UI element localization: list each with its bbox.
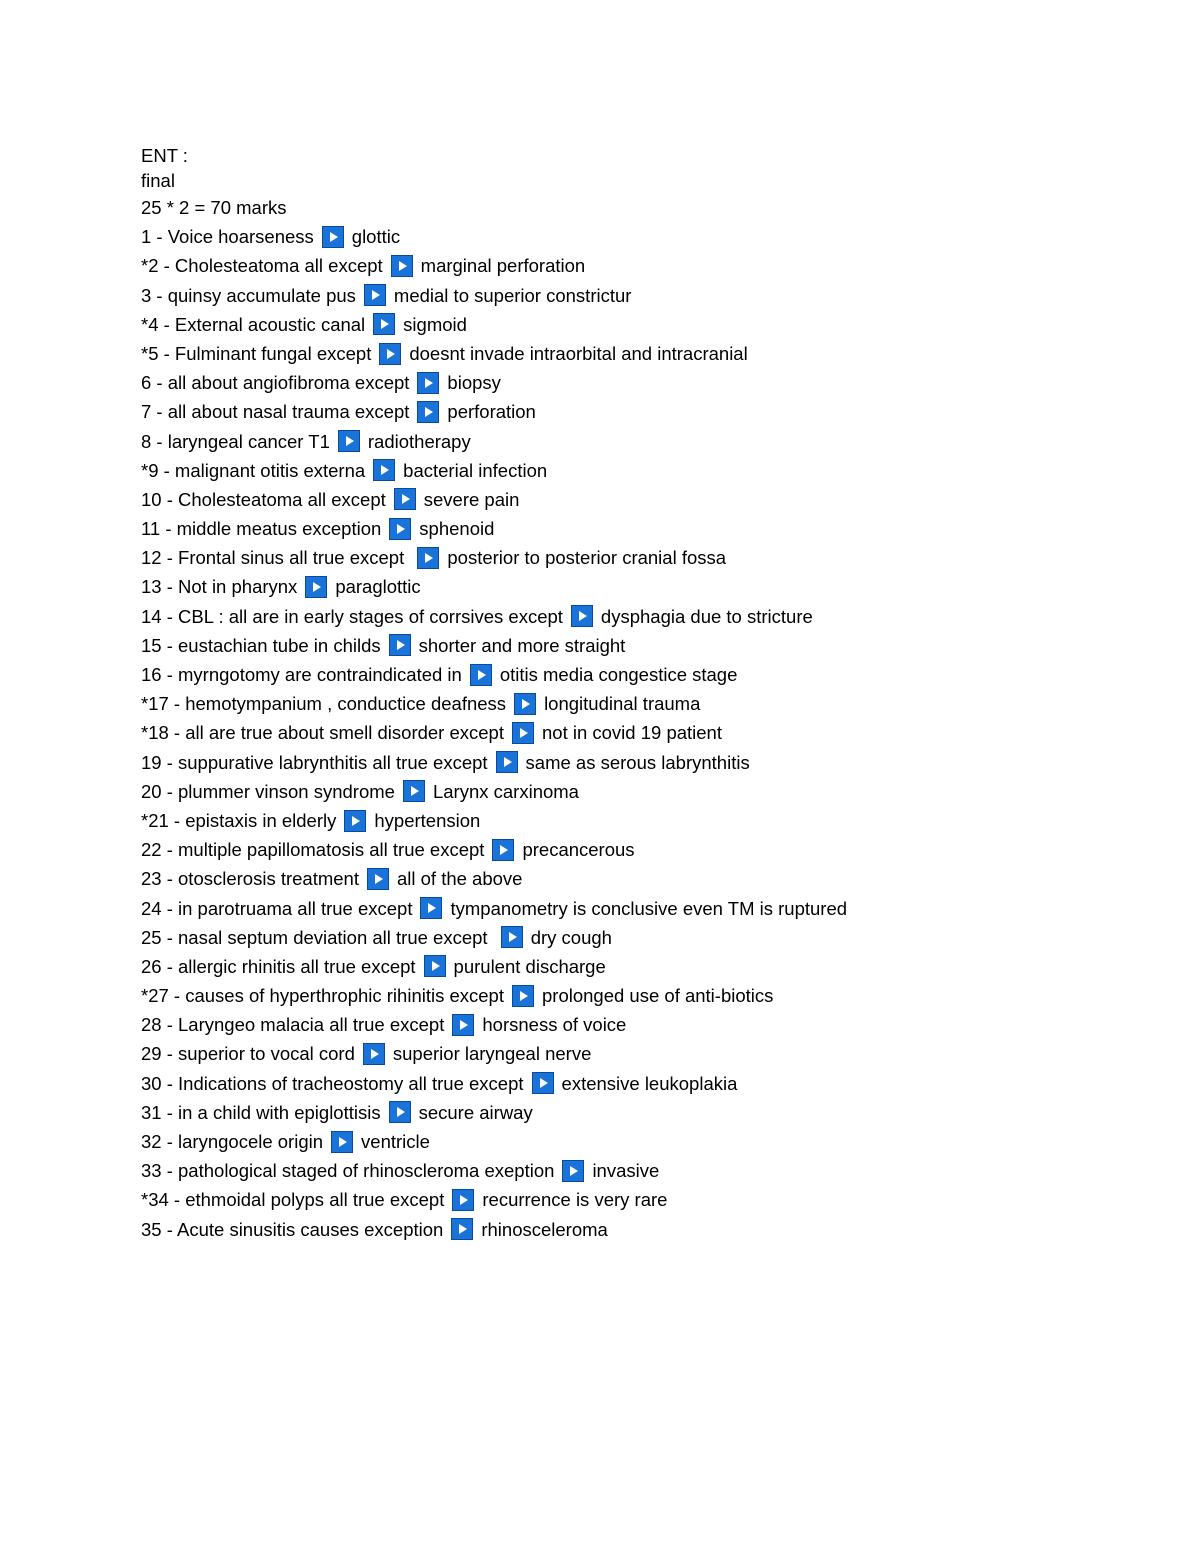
question-row [141, 1069, 1141, 1098]
question-text: *5 - Fulminant fungal except [141, 342, 372, 364]
question-row [141, 718, 1141, 747]
play-arrow-icon [363, 1043, 385, 1065]
play-arrow-icon [338, 430, 360, 452]
play-arrow-icon [512, 722, 534, 744]
question-row [141, 1127, 1141, 1156]
answer-text: Larynx carxinoma [432, 780, 579, 802]
play-arrow-icon [364, 284, 386, 306]
answer-text: medial to superior constrictur [393, 284, 632, 306]
answer-text: extensive leukoplakia [561, 1072, 738, 1094]
question-text: *21 - epistaxis in elderly [141, 809, 337, 831]
answer-text: posterior to posterior cranial fossa [447, 547, 727, 569]
question-text: 35 - Acute sinusitis causes exception [141, 1218, 444, 1240]
question-row [141, 572, 1141, 601]
answer-text: severe pain [423, 488, 520, 510]
question-row [141, 864, 1141, 893]
answer-text: glottic [351, 226, 401, 248]
play-arrow-icon [331, 1131, 353, 1153]
play-arrow-icon [501, 926, 523, 948]
question-row [141, 835, 1141, 864]
question-row [141, 981, 1141, 1010]
play-arrow-icon [512, 985, 534, 1007]
play-arrow-icon [305, 576, 327, 598]
question-text: *9 - malignant otitis externa [141, 459, 366, 481]
answer-text: dry cough [530, 926, 612, 948]
play-arrow-icon [417, 401, 439, 423]
answer-text: horsness of voice [482, 1014, 627, 1036]
question-text: 16 - myrngotomy are contraindicated in [141, 664, 462, 685]
answer-text: recurrence is very rare [482, 1189, 668, 1211]
answer-text: rhinosceleroma [481, 1218, 608, 1240]
question-text: 26 - allergic rhinitis all true except [141, 955, 416, 977]
answer-text: bacterial infection [403, 459, 548, 481]
play-arrow-icon [452, 1189, 474, 1211]
question-text: 7 - all about nasal trauma except [141, 401, 410, 423]
answer-text: paraglottic [335, 576, 421, 598]
question-text: *17 - hemotympanium , conductice deafness [141, 693, 507, 715]
answer-text: hypertension [374, 809, 481, 831]
play-arrow-icon [344, 810, 366, 832]
answer-text: dysphagia due to stricture [600, 605, 813, 627]
document-subtitle: final [141, 170, 175, 191]
question-text: 3 - quinsy accumulate pus [141, 284, 356, 306]
play-arrow-icon [373, 459, 395, 481]
question-text: 32 - laryngocele origin [141, 1131, 324, 1152]
question-text: *4 - External acoustic canal [141, 313, 366, 335]
play-arrow-icon [532, 1072, 554, 1094]
question-row [141, 222, 1141, 251]
question-text: 20 - plummer vinson syndrome [141, 780, 395, 802]
question-row [141, 456, 1141, 485]
play-arrow-icon [322, 226, 344, 248]
question-row [141, 1010, 1141, 1039]
answer-text: all of the above [396, 868, 523, 890]
play-arrow-icon [391, 255, 413, 277]
play-arrow-icon [367, 868, 389, 890]
question-text: 31 - in a child with epiglottisis [141, 1101, 381, 1123]
answer-text: same as serous labrynthitis [525, 751, 750, 773]
question-text: 23 - otosclerosis treatment [141, 868, 359, 890]
play-arrow-icon [451, 1218, 473, 1240]
play-arrow-icon [424, 955, 446, 977]
question-row [141, 1098, 1141, 1127]
play-arrow-icon [417, 547, 439, 569]
question-text: 15 - eustachian tube in childs [141, 634, 381, 656]
play-arrow-icon [373, 313, 395, 335]
answer-text: perforation [447, 401, 536, 423]
question-row [141, 923, 1141, 952]
question-row [141, 514, 1141, 543]
question-text: 28 - Laryngeo malacia all true except [141, 1014, 445, 1036]
question-row [141, 602, 1141, 631]
play-arrow-icon [514, 693, 536, 715]
question-row [141, 952, 1141, 981]
answer-text: precancerous [522, 839, 635, 861]
answer-text: purulent discharge [453, 955, 606, 977]
question-row [141, 660, 1141, 689]
play-arrow-icon [389, 518, 411, 540]
answer-text: tympanometry is conclusive even TM is ruptured [450, 897, 848, 919]
question-row [141, 689, 1141, 718]
answer-text: ventricle [361, 1131, 430, 1152]
play-arrow-icon [420, 897, 442, 919]
question-text: 14 - CBL : all are in early stages of corrsives except [141, 605, 563, 627]
answer-text: marginal perforation [420, 255, 586, 277]
question-text: 11 - middle meatus exception [141, 518, 382, 540]
question-row [141, 631, 1141, 660]
play-arrow-icon [379, 343, 401, 365]
question-text: 6 - all about angiofibroma except [141, 372, 410, 394]
question-row [141, 397, 1141, 426]
answer-text: superior laryngeal nerve [392, 1043, 592, 1065]
answer-text: invasive [592, 1160, 660, 1182]
question-row [141, 748, 1141, 777]
play-arrow-icon [470, 664, 492, 686]
play-arrow-icon [394, 488, 416, 510]
question-text: 22 - multiple papillomatosis all true except [141, 839, 485, 861]
play-arrow-icon [562, 1160, 584, 1182]
answer-text: biopsy [447, 372, 501, 394]
question-text: 25 - nasal septum deviation all true except [141, 926, 493, 948]
answer-text: sigmoid [403, 313, 467, 335]
answer-text: not in covid 19 patient [542, 722, 722, 744]
question-text: *18 - all are true about smell disorder except [141, 722, 504, 744]
answer-text: sphenoid [419, 518, 495, 540]
question-row [141, 310, 1141, 339]
question-row [141, 368, 1141, 397]
play-arrow-icon [389, 634, 411, 656]
play-arrow-icon [389, 1101, 411, 1123]
question-list [141, 222, 1141, 1244]
question-text: 29 - superior to vocal cord [141, 1043, 355, 1065]
question-row [141, 1215, 1141, 1244]
question-row [141, 894, 1141, 923]
question-text: 24 - in parotruama all true except [141, 897, 413, 919]
question-row [141, 427, 1141, 456]
question-row [141, 1156, 1141, 1185]
question-row [141, 485, 1141, 514]
play-arrow-icon [417, 372, 439, 394]
question-text: *2 - Cholesteatoma all except [141, 255, 383, 277]
play-arrow-icon [492, 839, 514, 861]
question-text: 33 - pathological staged of rhinoscleroma exeption [141, 1160, 555, 1182]
answer-text: doesnt invade intraorbital and intracranial [409, 342, 748, 364]
question-row [141, 777, 1141, 806]
answer-text: radiotherapy [367, 430, 471, 452]
answer-text: shorter and more straight [418, 634, 626, 656]
question-text: 10 - Cholesteatoma all except [141, 488, 386, 510]
question-row [141, 251, 1141, 280]
question-row [141, 339, 1141, 368]
question-text: 12 - Frontal sinus all true except [141, 547, 410, 569]
question-text: *27 - causes of hyperthrophic rihinitis except [141, 985, 504, 1007]
marks-summary: 25 * 2 = 70 marks [141, 197, 287, 218]
question-row [141, 1185, 1141, 1214]
question-text: 30 - Indications of tracheostomy all true except [141, 1072, 524, 1094]
question-row [141, 1039, 1141, 1068]
play-arrow-icon [403, 780, 425, 802]
question-text: 8 - laryngeal cancer T1 [141, 430, 330, 452]
question-text: 1 - Voice hoarseness [141, 226, 314, 248]
document-content [141, 143, 1141, 1244]
play-arrow-icon [496, 751, 518, 773]
answer-text: longitudinal trauma [544, 693, 701, 715]
play-arrow-icon [452, 1014, 474, 1036]
play-arrow-icon [571, 605, 593, 627]
question-text: *34 - ethmoidal polyps all true except [141, 1189, 445, 1211]
question-row [141, 281, 1141, 310]
answer-text: otitis media congestice stage [499, 664, 738, 685]
answer-text: secure airway [418, 1101, 533, 1123]
question-text: 19 - suppurative labrynthitis all true except [141, 751, 488, 773]
question-row [141, 806, 1141, 835]
question-text: 13 - Not in pharynx [141, 576, 298, 598]
question-row [141, 543, 1141, 572]
answer-text: prolonged use of anti-biotics [542, 985, 774, 1007]
document-title: ENT : [141, 145, 188, 166]
